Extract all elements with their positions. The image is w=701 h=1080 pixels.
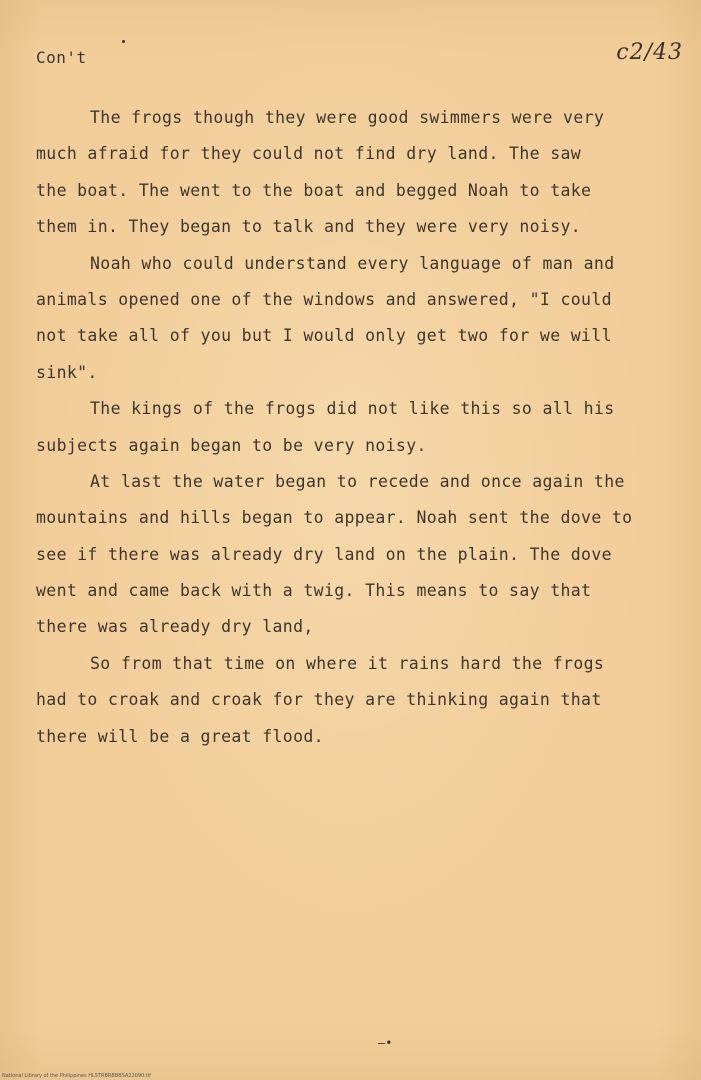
- text-line: sink".: [36, 362, 98, 382]
- text-line: mountains and hills began to appear. Noah sent the dove to: [36, 508, 633, 528]
- text-line: there was already dry land,: [36, 617, 314, 637]
- text-line: The frogs though they were good swimmers were very: [90, 108, 605, 127]
- text-line: see if there was already dry land on the plain. The dove: [36, 544, 612, 564]
- text-line: went and came back with a twig. This means to say that: [36, 581, 592, 601]
- text-line: animals opened one of the windows and answered, "I could: [36, 289, 612, 309]
- text-line: much afraid for they could not find dry land. The saw: [36, 144, 582, 164]
- text-line: The kings of the frogs did not like this so all his: [90, 399, 615, 419]
- text-line: Noah who could understand every language of man and: [90, 253, 615, 273]
- text-line: there will be a great flood.: [36, 726, 324, 746]
- text-line: them in. They began to talk and they were very noisy.: [36, 217, 582, 237]
- text-line: had to croak and croak for they are thinking again that: [36, 690, 602, 710]
- text-line: not take all of you but I would only get two for we will: [36, 326, 612, 346]
- continuation-label: Con't: [36, 48, 87, 67]
- ink-mark: —•: [378, 1036, 393, 1050]
- ink-speck: [122, 40, 125, 43]
- scan-footer: National Library of the Philippines HLSTRBRBBBSA22090.tif: [2, 1073, 151, 1079]
- text-line: So from that time on where it rains hard the frogs: [90, 653, 605, 673]
- text-line: At last the water began to recede and once again the: [90, 471, 625, 491]
- text-line: the boat. The went to the boat and begged Noah to take: [36, 180, 592, 200]
- text-line: subjects again began to be very noisy.: [36, 435, 427, 455]
- handwritten-page-number: c2/43: [616, 40, 683, 65]
- body-text: [36, 100, 676, 755]
